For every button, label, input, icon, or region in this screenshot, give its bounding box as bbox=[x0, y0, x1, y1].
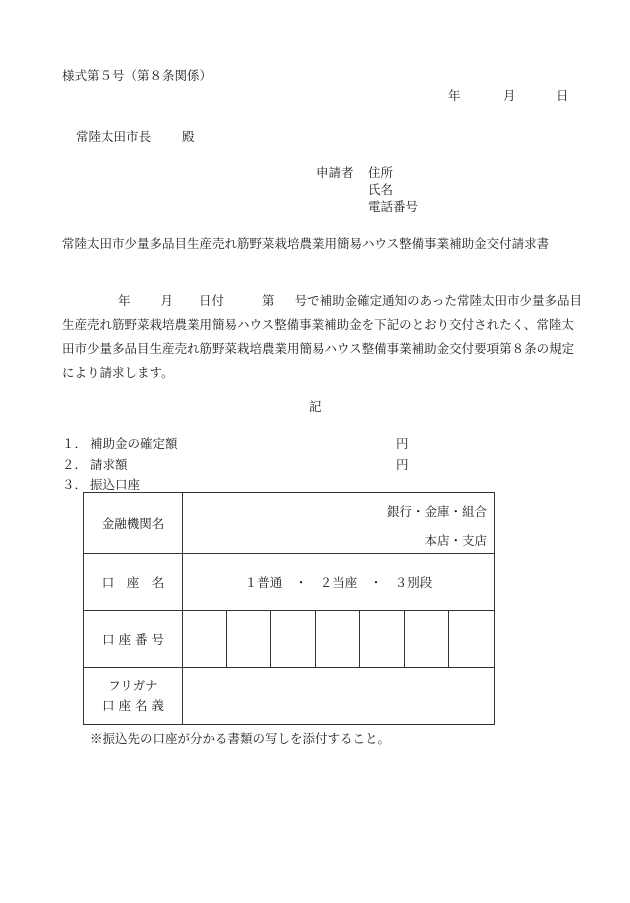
account-type-options[interactable]: １普通 ・ ２当座 ・ ３別段 bbox=[183, 554, 495, 611]
applicant-label: 申請者 bbox=[316, 165, 354, 180]
body-number-prefix: 第 bbox=[262, 293, 275, 308]
item-2-unit: 円 bbox=[396, 457, 409, 472]
body-year: 年 bbox=[118, 293, 131, 308]
account-table bbox=[83, 492, 495, 725]
date-day: 日 bbox=[556, 88, 569, 103]
ki-heading: 記 bbox=[309, 399, 322, 414]
account-holder-cell[interactable] bbox=[183, 668, 495, 725]
bank-type-suffix: 銀行・金庫・組合 bbox=[387, 504, 488, 519]
date-month: 月 bbox=[503, 88, 516, 103]
applicant-phone-label: 電話番号 bbox=[368, 199, 419, 214]
account-number-digit[interactable] bbox=[449, 611, 495, 668]
honorific: 殿 bbox=[182, 129, 195, 144]
bank-name-cell[interactable] bbox=[183, 493, 495, 554]
date-year: 年 bbox=[448, 88, 461, 103]
account-number-label: 口 座 番 号 bbox=[84, 611, 183, 668]
account-number-digit[interactable] bbox=[271, 611, 316, 668]
body-month: 月 bbox=[160, 293, 174, 308]
attachment-note: ※振込先の口座が分かる書類の写しを添付すること。 bbox=[90, 731, 391, 746]
item-3-number: ３． bbox=[62, 477, 88, 492]
body-text-rest: 量多品目生産売れ筋野菜栽培農業用簡易ハウス整備事業補助金を下記のとおり交付されたく、常陸太田市少量多品目生産売れ筋野菜栽培農業用簡易ハウス整備事業補助金交付要項第８条の規定により請求します。 bbox=[62, 293, 582, 380]
body-paragraph bbox=[62, 289, 582, 385]
applicant-name-label: 氏名 bbox=[368, 182, 394, 197]
account-number-digit[interactable] bbox=[183, 611, 227, 668]
item-3-label: 振込口座 bbox=[90, 477, 141, 492]
item-1-label: 補助金の確定額 bbox=[90, 436, 178, 451]
bank-name-label: 金融機関名 bbox=[84, 493, 183, 554]
item-1-number: １． bbox=[62, 436, 88, 451]
account-number-digit[interactable] bbox=[405, 611, 449, 668]
form-id: 様式第５号（第８条関係） bbox=[62, 68, 213, 83]
item-2-label: 請求額 bbox=[90, 457, 128, 472]
applicant-address-label: 住所 bbox=[368, 165, 394, 180]
account-number-digit[interactable] bbox=[316, 611, 360, 668]
branch-type-suffix: 本店・支店 bbox=[424, 533, 488, 548]
account-holder-label bbox=[84, 668, 183, 725]
account-number-digit[interactable] bbox=[227, 611, 271, 668]
document-title: 常陸太田市少量多品目生産売れ筋野菜栽培農業用簡易ハウス整備事業補助金交付請求書 bbox=[62, 236, 550, 251]
body-day: 日付 bbox=[199, 293, 225, 308]
body-text-line1: 号で補助金確定通知のあった常陸太田市少 bbox=[294, 293, 532, 308]
item-1-unit: 円 bbox=[396, 436, 409, 451]
account-number-digit[interactable] bbox=[360, 611, 405, 668]
account-type-label: 口 座 名 bbox=[84, 554, 183, 611]
item-2-number: ２． bbox=[62, 457, 88, 472]
furigana-label: フリガナ bbox=[108, 678, 158, 693]
holder-name-label: 口 座 名 義 bbox=[102, 698, 164, 713]
addressee: 常陸太田市長 bbox=[76, 129, 152, 144]
